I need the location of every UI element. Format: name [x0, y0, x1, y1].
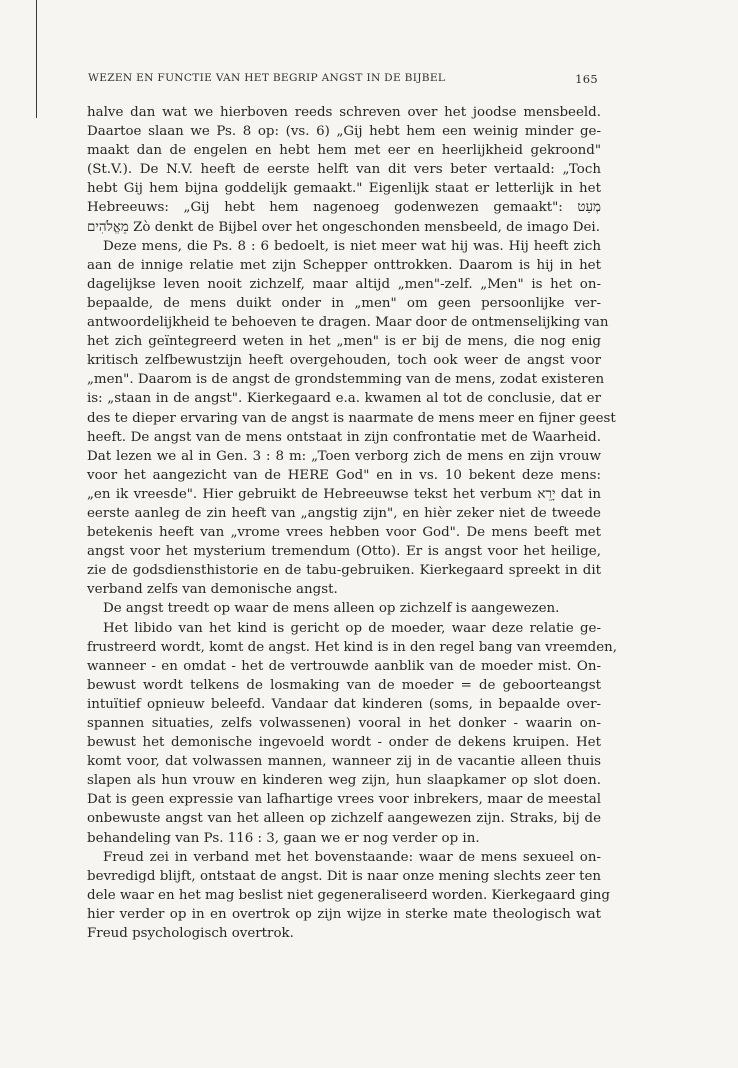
text-line: betekenis heeft van „vrome vrees hebben voor God". De mens beeft met: [87, 525, 601, 541]
binding-edge-line: [36, 0, 37, 118]
text-line: zie de godsdiensthistorie en de tabu-gebruiken. Kierkegaard spreekt in dit: [87, 563, 601, 579]
paragraph: [87, 237, 616, 600]
text-line: Deze mens, die Ps. 8 : 6 bedoelt, is niet meer wat hij was. Hij heeft zich: [103, 238, 601, 254]
text-line: (St.V.). De N.V. heeft de eerste helft van dit vers beter vertaald: „Toch: [87, 162, 601, 178]
text-line: voor het aangezicht van de HERE God" en in vs. 10 bekent deze mens:: [87, 467, 601, 483]
text-line: is: „staan in de angst". Kierkegaard e.a. kwamen al tot de conclusie, dat er: [87, 391, 601, 407]
text-line: spannen situaties, zelfs volwassenen) vooral in het donker - waarin on-: [87, 716, 601, 731]
text-line: maakt dan de engelen en hebt hem met eer en heerlijkheid gekroond": [87, 143, 601, 159]
text-line: hier verder op in en overtrok op zijn wijze in sterke mate theologisch wat: [87, 906, 601, 922]
running-head: [88, 72, 598, 92]
text-line: dagelijkse leven nooit zichzelf, maar altijd „men"-zelf. „Men" is het on-: [87, 276, 601, 292]
text-line: heeft. De angst van de mens ontstaat in zijn confrontatie met de Waarheid.: [87, 429, 601, 445]
text-line: hebt Gij hem bijna goddelijk gemaakt." Eigenlijk staat er letterlijk in het: [87, 181, 601, 197]
text-line: onbewuste angst van het alleen op zichzelf aangewezen zijn. Straks, bij de: [87, 811, 601, 827]
text-line: halve dan wat we hierboven reeds schreven over het joodse mensbeeld.: [87, 105, 601, 120]
text-line: antwoordelijkheid te behoeven te dragen. Maar door de ontmenselijking van: [87, 315, 609, 331]
text-line: Dat is geen expressie van lafhartige vrees voor inbrekers, maar de meestal: [87, 792, 601, 808]
text-line: dele waar en het mag beslist niet gegeneraliseerd worden. Kierkegaard ging: [87, 887, 610, 903]
paragraph: [87, 848, 610, 943]
text-line: Het libido van het kind is gericht op de moeder, waar deze relatie ge-: [103, 620, 601, 636]
paragraph: [87, 599, 601, 618]
text-line: behandeling van Ps. 116 : 3, gaan we er nog verder op in.: [87, 830, 480, 846]
text-line: Hebreeuws: „Gij hebt hem nagenoeg godenwezen gemaakt": מְעַט: [87, 200, 601, 216]
text-line: Dat lezen we al in Gen. 3 : 8 m: „Toen verborg zich de mens en zijn vrouw: [87, 448, 601, 464]
text-line: bewust het demonische ingevoeld wordt - onder de dekens kruipen. Het: [87, 735, 601, 751]
text-line: מֵאֱלֹהִים Zò denkt de Bijbel over het ongeschonden mensbeeld, de imago Dei.: [87, 219, 600, 235]
body-text: [87, 103, 618, 943]
page-number: 165: [575, 72, 598, 86]
text-line: De angst treedt op waar de mens alleen op zichzelf is aangewezen.: [103, 601, 560, 617]
text-line: intuïtief opnieuw beleefd. Vandaar dat kinderen (soms, in bepaalde over-: [87, 696, 601, 712]
text-line: Freud zei in verband met het bovenstaande: waar de mens sexueel on-: [103, 849, 601, 865]
text-line: „men". Daarom is de angst de grondstemming van de mens, zodat existeren: [87, 372, 605, 388]
text-line: komt voor, dat volwassen mannen, wanneer zij in de vacantie alleen thuis: [87, 754, 601, 770]
text-line: bevredigd blijft, ontstaat de angst. Dit is naar onze mening slechts zeer ten: [87, 868, 601, 884]
text-line: „en ik vreesde". Hier gebruikt de Hebreeuwse tekst het verbum יָרֵא dat in: [87, 486, 601, 502]
text-line: kritisch zelfbewustzijn heeft overgehouden, toch ook weer de angst voor: [87, 353, 601, 369]
text-line: eerste aanleg de zin heeft van „angstig zijn", en hièr zeker niet de tweede: [87, 505, 601, 521]
paragraph: [87, 619, 618, 848]
text-line: het zich geïntegreerd weten in het „men" is er bij de mens, die nog enig: [87, 334, 601, 350]
running-head-title: WEZEN EN FUNCTIE VAN HET BEGRIP ANGST IN DE BIJBEL: [88, 72, 446, 84]
text-line: aan de innige relatie met zijn Schepper onttrokken. Daarom is hij in het: [87, 257, 601, 273]
text-line: Freud psychologisch overtrok.: [87, 926, 294, 942]
text-line: bepaalde, de mens duikt onder in „men" om geen persoonlijke ver-: [87, 295, 601, 311]
text-line: Daartoe slaan we Ps. 8 op: (vs. 6) „Gij hebt hem een weinig minder ge-: [87, 124, 601, 140]
text-line: bewust wordt telkens de losmaking van de moeder = de geboorteangst: [87, 677, 601, 693]
text-line: slapen als hun vrouw en kinderen weg zijn, hun slaapkamer op slot doen.: [87, 773, 601, 789]
text-line: verband zelfs van demonische angst.: [87, 582, 338, 598]
text-line: wanneer - en omdat - het de vertrouwde aanblik van de moeder mist. On-: [87, 658, 601, 674]
paragraph: [87, 103, 601, 237]
text-line: frustreerd wordt, komt de angst. Het kind is in den regel bang van vreemden,: [87, 639, 618, 655]
text-line: angst voor het mysterium tremendum (Otto). Er is angst voor het heilige,: [87, 544, 601, 560]
text-line: des te dieper ervaring van de angst is naarmate de mens meer en fijner geest: [87, 410, 616, 426]
